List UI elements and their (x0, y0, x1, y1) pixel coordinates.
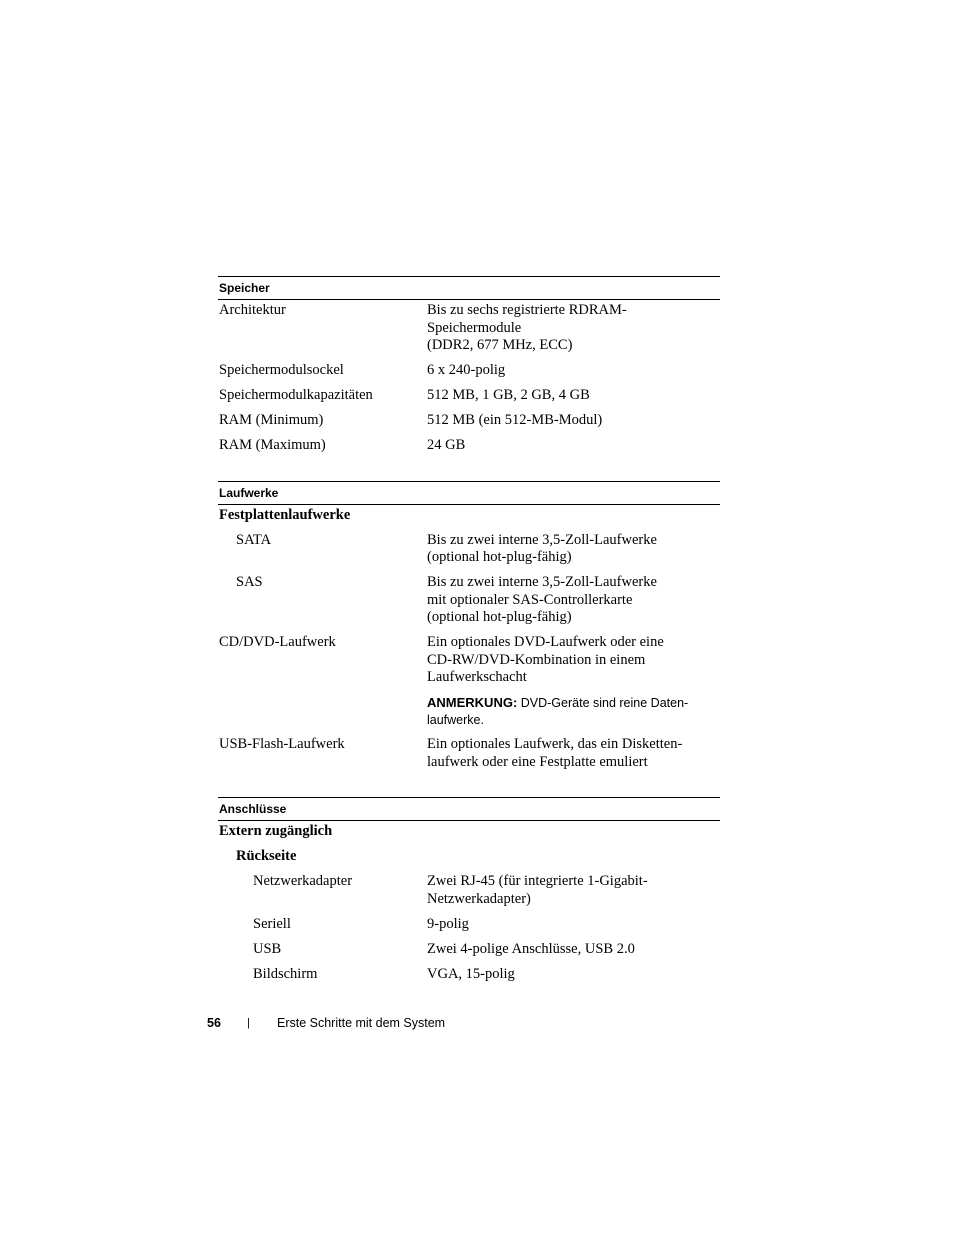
value-line: (optional hot-plug-fähig) (427, 609, 572, 625)
section-laufwerke (218, 481, 720, 772)
spec-value (427, 966, 720, 984)
spec-label: CD/DVD-Laufwerk (219, 634, 336, 650)
section-anschluesse (218, 797, 720, 983)
spec-row-speichermodulsockel (218, 362, 720, 380)
value-line: Netzwerkadapter) (427, 890, 531, 907)
page-number: 56 (207, 1016, 221, 1030)
subheader-label: Festplattenlaufwerke (219, 506, 351, 523)
spec-row-speichermodulkapazitaeten (218, 387, 720, 405)
spec-label: Speichermodulkapazitäten (219, 387, 373, 403)
spec-row-sata (218, 532, 720, 567)
section-title-laufwerke: Laufwerke (218, 481, 720, 505)
spec-value (427, 532, 720, 567)
spec-row-bildschirm (218, 966, 720, 984)
spec-label: Bildschirm (253, 965, 318, 982)
section-title-anschluesse: Anschlüsse (218, 797, 720, 821)
section-title-speicher: Speicher (218, 276, 720, 300)
subheader-rueckseite (218, 848, 720, 866)
spec-label: SATA (236, 531, 272, 548)
value-line: 512 MB (ein 512-MB-Modul) (427, 412, 603, 428)
value-line: Laufwerkschacht (427, 669, 527, 685)
spec-row-netzwerkadapter (218, 873, 720, 908)
spec-label: RAM (Maximum) (219, 437, 326, 453)
spec-value (427, 873, 720, 908)
spec-label: SAS (236, 574, 263, 590)
spec-label: Seriell (253, 915, 291, 932)
spec-value (427, 574, 720, 627)
spec-value (427, 941, 720, 959)
subheader-label: Extern zugänglich (219, 823, 333, 839)
spec-value (427, 362, 720, 380)
spec-row-usb-flash-laufwerk (218, 736, 720, 771)
note-text: DVD-Geräte sind reine Daten- (517, 695, 689, 710)
note-label: ANMERKUNG: (427, 694, 518, 710)
value-line: laufwerk oder eine Festplatte emuliert (427, 753, 648, 770)
subheader-label: Rückseite (236, 848, 297, 864)
section-speicher (218, 276, 720, 455)
spec-label: Speichermodulsockel (219, 362, 344, 378)
spec-label: Architektur (219, 302, 286, 318)
spec-row-cd-dvd-laufwerk (218, 634, 720, 729)
spec-value (427, 634, 720, 729)
spec-row-usb (218, 941, 720, 959)
value-line: (DDR2, 677 MHz, ECC) (427, 337, 573, 353)
spec-row-ram-maximum (218, 437, 720, 455)
value-line: Bis zu zwei interne 3,5-Zoll-Laufwerke (427, 574, 657, 590)
note-text: laufwerke. (427, 712, 484, 727)
spec-row-sas (218, 574, 720, 627)
page-footer (207, 1016, 445, 1030)
spec-label: USB-Flash-Laufwerk (219, 736, 345, 752)
value-line: 24 GB (427, 437, 466, 453)
value-line: VGA, 15-polig (427, 965, 515, 982)
spec-value (427, 916, 720, 934)
value-line: 512 MB, 1 GB, 2 GB, 4 GB (427, 387, 590, 403)
value-line: (optional hot-plug-fähig) (427, 549, 572, 565)
note-anmerkung (427, 694, 720, 729)
value-line: 9-polig (427, 915, 469, 932)
value-line: Ein optionales Laufwerk, das ein Disketten- (427, 736, 683, 752)
spec-value (427, 736, 720, 771)
spec-row-seriell (218, 916, 720, 934)
spec-row-architektur (218, 302, 720, 355)
footer-title: Erste Schritte mit dem System (277, 1016, 446, 1030)
value-line: mit optionaler SAS-Controllerkarte (427, 591, 633, 608)
spec-row-ram-minimum (218, 412, 720, 430)
spec-label: Netzwerkadapter (253, 873, 353, 889)
value-line: Bis zu sechs registrierte RDRAM-Speichermodule (427, 302, 627, 336)
value-line: Ein optionales DVD-Laufwerk oder eine (427, 634, 664, 650)
subheader-festplattenlaufwerke (218, 507, 720, 525)
spec-value (427, 437, 720, 455)
value-line: Zwei 4-polige Anschlüsse, USB 2.0 (427, 940, 635, 957)
spec-label: USB (253, 940, 282, 957)
footer-separator: | (247, 1017, 250, 1029)
value-line: Bis zu zwei interne 3,5-Zoll-Laufwerke (427, 531, 657, 548)
spec-value (427, 302, 720, 355)
spec-label: RAM (Minimum) (219, 412, 324, 428)
value-line: Zwei RJ-45 (für integrierte 1-Gigabit- (427, 873, 648, 889)
subheader-extern (218, 823, 720, 841)
value-line: CD-RW/DVD-Kombination in einem (427, 651, 646, 668)
spec-value (427, 387, 720, 405)
value-line: 6 x 240-polig (427, 362, 506, 378)
spec-value (427, 412, 720, 430)
spec-table (218, 276, 720, 1009)
